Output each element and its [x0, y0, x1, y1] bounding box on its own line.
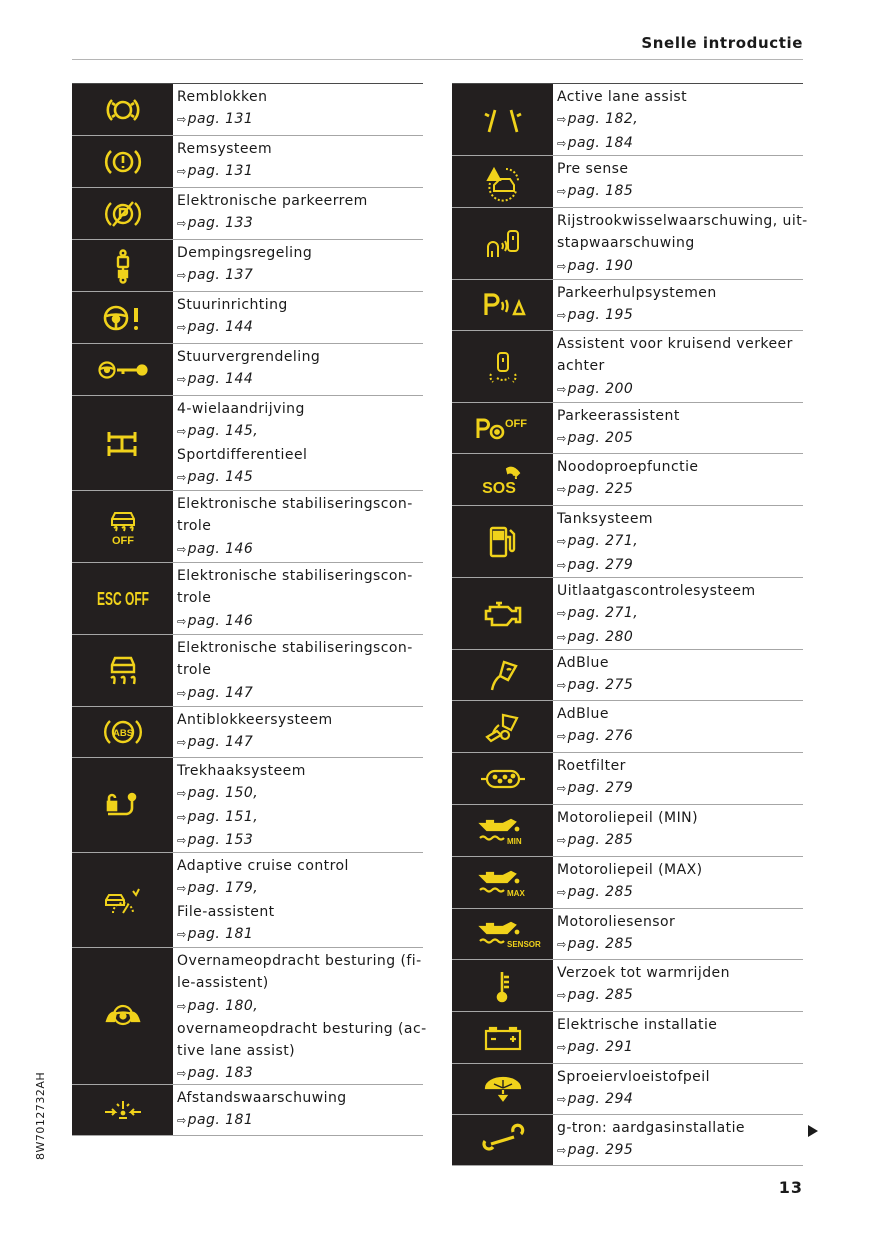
page-reference-text: pag. 271,	[567, 605, 639, 622]
esc-off-text-icon	[72, 563, 173, 634]
indicator-description	[173, 563, 423, 634]
abs-icon	[72, 707, 173, 757]
indicator-description	[553, 578, 803, 649]
page-reference-text: pag. 145	[187, 468, 254, 485]
indicator-row	[72, 635, 423, 707]
indicator-description	[173, 491, 423, 562]
indicator-label: Remsysteem	[177, 141, 273, 157]
indicator-label: Elektronische stabiliseringscon-	[177, 568, 413, 584]
page-arrow-icon: ⇨	[557, 259, 567, 273]
page-reference-text: pag. 147	[187, 734, 254, 751]
page-reference-link[interactable]	[557, 602, 799, 625]
indicator-description	[173, 635, 423, 706]
page-arrow-icon: ⇨	[177, 999, 187, 1013]
distance-warning-icon	[72, 1085, 173, 1135]
indicator-row	[72, 292, 423, 344]
page-reference-text: pag. 133	[187, 215, 254, 232]
indicator-row	[72, 758, 423, 853]
indicator-label: Roetfilter	[557, 758, 626, 774]
indicator-description	[553, 753, 803, 804]
page-arrow-icon: ⇨	[177, 614, 187, 628]
page-reference-text: pag. 294	[567, 1091, 634, 1108]
svg-text:SOS: SOS	[481, 479, 516, 497]
page-reference-link[interactable]	[177, 420, 419, 443]
page-reference-text: pag. 291	[567, 1039, 634, 1056]
page-reference-link[interactable]	[557, 1139, 799, 1162]
indicator-label: Sportdifferentieel	[177, 446, 308, 463]
page-arrow-icon: ⇨	[557, 834, 567, 848]
indicator-description	[173, 707, 423, 757]
page-reference-link[interactable]	[177, 995, 427, 1018]
engine-icon	[452, 578, 553, 649]
page-reference-text: pag. 195	[567, 307, 634, 324]
page-reference-link[interactable]	[557, 674, 799, 697]
indicator-row	[452, 805, 803, 857]
cross-traffic-icon	[452, 331, 553, 402]
page-reference-link[interactable]	[177, 108, 419, 131]
indicator-row	[72, 491, 423, 563]
indicator-label: le-assistent)	[177, 975, 269, 992]
indicator-description	[173, 948, 431, 1084]
page-reference-link[interactable]	[177, 1062, 427, 1085]
indicator-row	[72, 1085, 423, 1136]
svg-text:SENSOR: SENSOR	[506, 940, 541, 949]
page-reference-link[interactable]	[177, 538, 419, 561]
page-reference-link[interactable]	[557, 725, 799, 748]
adblue-icon	[452, 650, 553, 700]
indicator-row	[452, 701, 803, 753]
page-arrow-icon: ⇨	[557, 185, 567, 199]
oil-min-icon	[452, 805, 553, 856]
indicator-row	[72, 948, 427, 1085]
coolant-temp-icon	[452, 960, 553, 1011]
page-reference-link[interactable]	[177, 731, 419, 754]
indicator-label: Tanksysteem	[557, 511, 653, 527]
page-reference-link[interactable]	[177, 264, 419, 287]
indicator-description	[173, 1085, 423, 1135]
page-arrow-icon: ⇨	[557, 730, 567, 744]
indicator-row	[72, 344, 423, 396]
steering-lock-icon	[72, 344, 173, 395]
page-reference-text: pag. 144	[187, 319, 254, 336]
svg-text:ABS: ABS	[112, 728, 133, 739]
battery-icon	[452, 1012, 553, 1063]
indicator-row	[452, 403, 803, 454]
indicator-label: tive lane assist)	[177, 1043, 296, 1060]
svg-text:MIN: MIN	[506, 836, 522, 846]
page-reference-text: pag. 146	[187, 540, 254, 557]
page-reference-link[interactable]	[557, 777, 799, 800]
continue-arrow-icon	[808, 1125, 818, 1137]
indicator-description	[553, 454, 803, 505]
indicator-row	[452, 280, 803, 331]
indicator-label: Assistent voor kruisend verkeer	[557, 336, 793, 352]
indicator-label: Stuurinrichting	[177, 297, 288, 313]
indicator-description	[173, 240, 423, 291]
page-reference-text: pag. 285	[567, 884, 634, 901]
page-reference-link[interactable]	[177, 806, 419, 829]
indicator-label: trole	[177, 590, 212, 607]
indicator-label: Parkeerhulpsystemen	[557, 285, 717, 301]
svg-text:ESC OFF: ESC OFF	[96, 588, 149, 609]
indicator-row	[452, 909, 803, 960]
lane-change-warning-icon	[452, 208, 553, 279]
indicator-label: Overnameopdracht besturing (fi-	[177, 953, 422, 969]
indicator-label: Sproeiervloeistofpeil	[557, 1069, 710, 1085]
page-arrow-icon: ⇨	[557, 989, 567, 1003]
indicator-row	[72, 707, 423, 758]
indicator-label: AdBlue	[557, 706, 609, 722]
indicator-row	[452, 960, 803, 1012]
page-reference-text: pag. 190	[567, 257, 634, 274]
indicator-label: g-tron: aardgasinstallatie	[557, 1120, 745, 1136]
page-reference-link[interactable]	[557, 984, 799, 1007]
page-arrow-icon: ⇨	[177, 165, 187, 179]
page-arrow-icon: ⇨	[177, 321, 187, 335]
page-reference-text: pag. 181	[187, 1112, 254, 1129]
page-reference-text: pag. 147	[187, 684, 254, 701]
indicator-description	[173, 344, 423, 395]
page-reference-link[interactable]	[557, 427, 799, 450]
esc-off-car-icon	[72, 491, 173, 562]
page-arrow-icon: ⇨	[557, 382, 567, 396]
page-reference-text: pag. 131	[187, 111, 254, 128]
page-reference-text: pag. 295	[567, 1142, 634, 1159]
indicator-row	[452, 1012, 803, 1064]
indicator-label: Elektronische stabiliseringscon-	[177, 496, 413, 512]
page-reference-link[interactable]	[177, 212, 419, 235]
indicator-row	[452, 1115, 803, 1166]
page-reference-text: pag. 280	[567, 628, 634, 645]
indicator-row	[452, 454, 803, 506]
page-reference-text: pag. 205	[567, 430, 634, 447]
indicator-label: Remblokken	[177, 89, 268, 105]
page-reference-text: pag. 144	[187, 371, 254, 388]
indicator-description	[553, 1012, 803, 1063]
page-arrow-icon: ⇨	[557, 630, 567, 644]
indicator-description	[553, 650, 803, 700]
indicator-label: Motoroliepeil (MIN)	[557, 810, 698, 826]
page-reference-link[interactable]	[557, 881, 799, 904]
page-reference-link[interactable]	[177, 682, 419, 705]
page-reference-link[interactable]	[177, 610, 419, 633]
page-reference-link[interactable]	[177, 160, 419, 183]
page-header-title: Snelle introductie	[641, 34, 803, 52]
esc-icon	[72, 635, 173, 706]
page-arrow-icon: ⇨	[177, 113, 187, 127]
page-arrow-icon: ⇨	[177, 470, 187, 484]
indicator-label: File-assistent	[177, 903, 275, 920]
page-reference-text: pag. 200	[567, 380, 634, 397]
page-arrow-icon: ⇨	[557, 679, 567, 693]
page-arrow-icon: ⇨	[557, 886, 567, 900]
page-arrow-icon: ⇨	[557, 136, 567, 150]
svg-text:OFF: OFF	[111, 534, 134, 547]
page-reference-link[interactable]	[177, 316, 419, 339]
page-reference-link[interactable]	[557, 304, 799, 327]
indicator-description	[173, 188, 423, 239]
indicator-label: Verzoek tot warmrijden	[557, 965, 730, 981]
indicator-label: Antiblokkeersysteem	[177, 712, 333, 728]
svg-text:OFF: OFF	[504, 418, 527, 430]
page-arrow-icon: ⇨	[177, 833, 187, 847]
indicator-description	[173, 853, 423, 947]
indicator-description	[173, 758, 423, 852]
page-reference-link[interactable]	[557, 378, 799, 401]
page-reference-text: pag. 182,	[567, 111, 639, 128]
page-reference-text: pag. 153	[187, 831, 254, 848]
page-arrow-icon: ⇨	[557, 607, 567, 621]
takeover-request-icon	[72, 948, 173, 1084]
indicator-label: Uitlaatgascontrolesysteem	[557, 583, 756, 599]
page-reference-text: pag. 276	[567, 728, 634, 745]
parking-brake-icon	[72, 188, 173, 239]
page-reference-link[interactable]	[177, 1109, 419, 1132]
indicator-description	[553, 960, 803, 1011]
indicator-label: Noodoproepfunctie	[557, 459, 699, 475]
indicator-description	[553, 280, 803, 330]
page-arrow-icon: ⇨	[177, 1067, 187, 1081]
left-indicator-table	[72, 83, 427, 1136]
indicator-description	[553, 1115, 803, 1165]
page-reference-text: pag. 285	[567, 987, 634, 1004]
indicator-description	[553, 403, 803, 453]
indicator-description	[173, 136, 423, 187]
indicator-row	[72, 83, 423, 136]
oil-max-icon	[452, 857, 553, 908]
page-arrow-icon: ⇨	[557, 432, 567, 446]
indicator-description	[553, 156, 803, 207]
page-reference-text: pag. 146	[187, 612, 254, 629]
page-reference-link[interactable]	[177, 782, 419, 805]
page-arrow-icon: ⇨	[557, 1093, 567, 1107]
page-reference-link[interactable]	[177, 877, 419, 900]
page-reference-link[interactable]	[557, 554, 799, 577]
page-arrow-icon: ⇨	[177, 736, 187, 750]
header-divider	[72, 59, 803, 60]
awd-icon	[72, 396, 173, 490]
brake-pads-icon	[72, 84, 173, 135]
indicator-label: Motoroliesensor	[557, 914, 676, 930]
page-arrow-icon: ⇨	[177, 373, 187, 387]
page-reference-text: pag. 271,	[567, 533, 639, 550]
page-arrow-icon: ⇨	[557, 1144, 567, 1158]
indicator-row	[452, 506, 803, 578]
indicator-description	[173, 396, 423, 490]
page-reference-link[interactable]	[557, 478, 799, 501]
page-arrow-icon: ⇨	[177, 787, 187, 801]
indicator-label: trole	[177, 662, 212, 679]
indicator-row	[452, 753, 803, 805]
indicator-row	[452, 331, 803, 403]
svg-text:MAX: MAX	[506, 888, 525, 898]
page-reference-link[interactable]	[557, 108, 799, 131]
indicator-row	[72, 396, 423, 491]
indicator-description	[173, 292, 423, 343]
indicator-row	[452, 650, 803, 701]
indicator-row	[72, 136, 423, 188]
page-reference-link[interactable]	[557, 933, 799, 956]
adaptive-cruise-icon	[72, 853, 173, 947]
page-reference-text: pag. 285	[567, 832, 634, 849]
page-reference-text: pag. 180,	[187, 997, 259, 1014]
page-reference-text: pag. 184	[567, 134, 634, 151]
indicator-label: Adaptive cruise control	[177, 858, 349, 874]
tow-hitch-icon	[72, 758, 173, 852]
page-arrow-icon: ⇨	[557, 558, 567, 572]
page-arrow-icon: ⇨	[177, 269, 187, 283]
document-code: 8W7012732AH	[34, 1071, 47, 1160]
page-arrow-icon: ⇨	[177, 686, 187, 700]
washer-fluid-icon	[452, 1064, 553, 1114]
page-reference-text: pag. 279	[567, 780, 634, 797]
page-reference-text: pag. 183	[187, 1065, 254, 1082]
page-arrow-icon: ⇨	[557, 535, 567, 549]
indicator-row	[72, 853, 423, 948]
pre-sense-icon	[452, 156, 553, 207]
indicator-label: Elektrische installatie	[557, 1017, 718, 1033]
indicator-row	[72, 240, 423, 292]
page-arrow-icon: ⇨	[557, 483, 567, 497]
indicator-label: Afstandswaarschuwing	[177, 1090, 347, 1106]
indicator-description	[553, 1064, 803, 1114]
indicator-description	[553, 805, 803, 856]
indicator-row	[452, 578, 803, 650]
indicator-description	[553, 701, 803, 752]
page-reference-link[interactable]	[557, 829, 799, 852]
indicator-label: Elektronische parkeerrem	[177, 193, 368, 209]
page-reference-link[interactable]	[557, 255, 808, 278]
indicator-label: Dempingsregeling	[177, 245, 313, 261]
page-reference-text: pag. 179,	[187, 880, 259, 897]
indicator-description	[173, 84, 423, 135]
page-reference-link[interactable]	[557, 180, 799, 203]
page-reference-text: pag. 181	[187, 925, 254, 942]
steering-warning-icon	[72, 292, 173, 343]
page-reference-text: pag. 137	[187, 267, 254, 284]
page-arrow-icon: ⇨	[557, 938, 567, 952]
fuel-icon	[452, 506, 553, 577]
page-arrow-icon: ⇨	[177, 425, 187, 439]
indicator-label: Rijstrookwisselwaarschuwing, uit-	[557, 213, 808, 229]
indicator-description	[553, 331, 803, 402]
page-reference-link[interactable]	[557, 1036, 799, 1059]
indicator-label: Parkeerassistent	[557, 408, 680, 424]
page-arrow-icon: ⇨	[177, 217, 187, 231]
page-reference-text: pag. 150,	[187, 785, 259, 802]
page-arrow-icon: ⇨	[557, 782, 567, 796]
page-reference-text: pag. 225	[567, 481, 634, 498]
indicator-row	[72, 563, 423, 635]
page-arrow-icon: ⇨	[177, 927, 187, 941]
indicator-label: stapwaarschuwing	[557, 235, 695, 252]
page-arrow-icon: ⇨	[177, 1114, 187, 1128]
adblue-service-icon	[452, 701, 553, 752]
page-reference-text: pag. 185	[567, 183, 634, 200]
page-arrow-icon: ⇨	[177, 542, 187, 556]
page-arrow-icon: ⇨	[177, 810, 187, 824]
indicator-description	[553, 208, 812, 279]
page-arrow-icon: ⇨	[177, 882, 187, 896]
page-reference-text: pag. 279	[567, 556, 634, 573]
indicator-description	[553, 909, 803, 959]
damping-icon	[72, 240, 173, 291]
indicator-row	[452, 83, 803, 156]
indicator-label: AdBlue	[557, 655, 609, 671]
indicator-label: 4-wielaandrijving	[177, 401, 305, 417]
indicator-row	[72, 188, 423, 240]
page-reference-text: pag. 151,	[187, 808, 259, 825]
page-reference-link[interactable]	[177, 466, 419, 489]
active-lane-assist-icon	[452, 84, 553, 155]
page-arrow-icon: ⇨	[557, 113, 567, 127]
indicator-label: achter	[557, 358, 605, 375]
indicator-label: Active lane assist	[557, 89, 688, 105]
page-reference-text: pag. 285	[567, 936, 634, 953]
indicator-label: overnameopdracht besturing (ac-	[177, 1020, 427, 1037]
page-reference-link[interactable]	[177, 829, 419, 852]
indicator-row	[452, 208, 808, 280]
page-reference-text: pag. 131	[187, 163, 254, 180]
indicator-label: Stuurvergrendeling	[177, 349, 321, 365]
page-reference-text: pag. 275	[567, 677, 634, 694]
parking-aid-icon	[452, 280, 553, 330]
page-number: 13	[778, 1178, 803, 1197]
page-reference-link[interactable]	[557, 1088, 799, 1111]
indicator-description	[553, 857, 803, 908]
oil-sensor-icon	[452, 909, 553, 959]
indicator-row	[452, 1064, 803, 1115]
indicator-row	[452, 857, 803, 909]
page-reference-link[interactable]	[177, 923, 419, 946]
page-arrow-icon: ⇨	[557, 309, 567, 323]
right-indicator-table	[452, 83, 808, 1166]
page-reference-text: pag. 145,	[187, 423, 259, 440]
page-arrow-icon: ⇨	[557, 1041, 567, 1055]
park-assist-off-icon	[452, 403, 553, 453]
indicator-label: Elektronische stabiliseringscon-	[177, 640, 413, 656]
particulate-filter-icon	[452, 753, 553, 804]
indicator-description	[553, 84, 803, 155]
indicator-description	[553, 506, 803, 577]
page-reference-link[interactable]	[557, 530, 799, 553]
indicator-label: Trekhaaksysteem	[177, 763, 306, 779]
indicator-label: Pre sense	[557, 161, 629, 177]
page-reference-link[interactable]	[557, 132, 799, 155]
indicator-row	[452, 156, 803, 208]
indicator-label: Motoroliepeil (MAX)	[557, 862, 703, 878]
indicator-label: trole	[177, 518, 212, 535]
brake-system-icon	[72, 136, 173, 187]
sos-call-icon	[452, 454, 553, 505]
page-reference-link[interactable]	[177, 368, 419, 391]
page-reference-link[interactable]	[557, 626, 799, 649]
wrench-icon	[452, 1115, 553, 1165]
